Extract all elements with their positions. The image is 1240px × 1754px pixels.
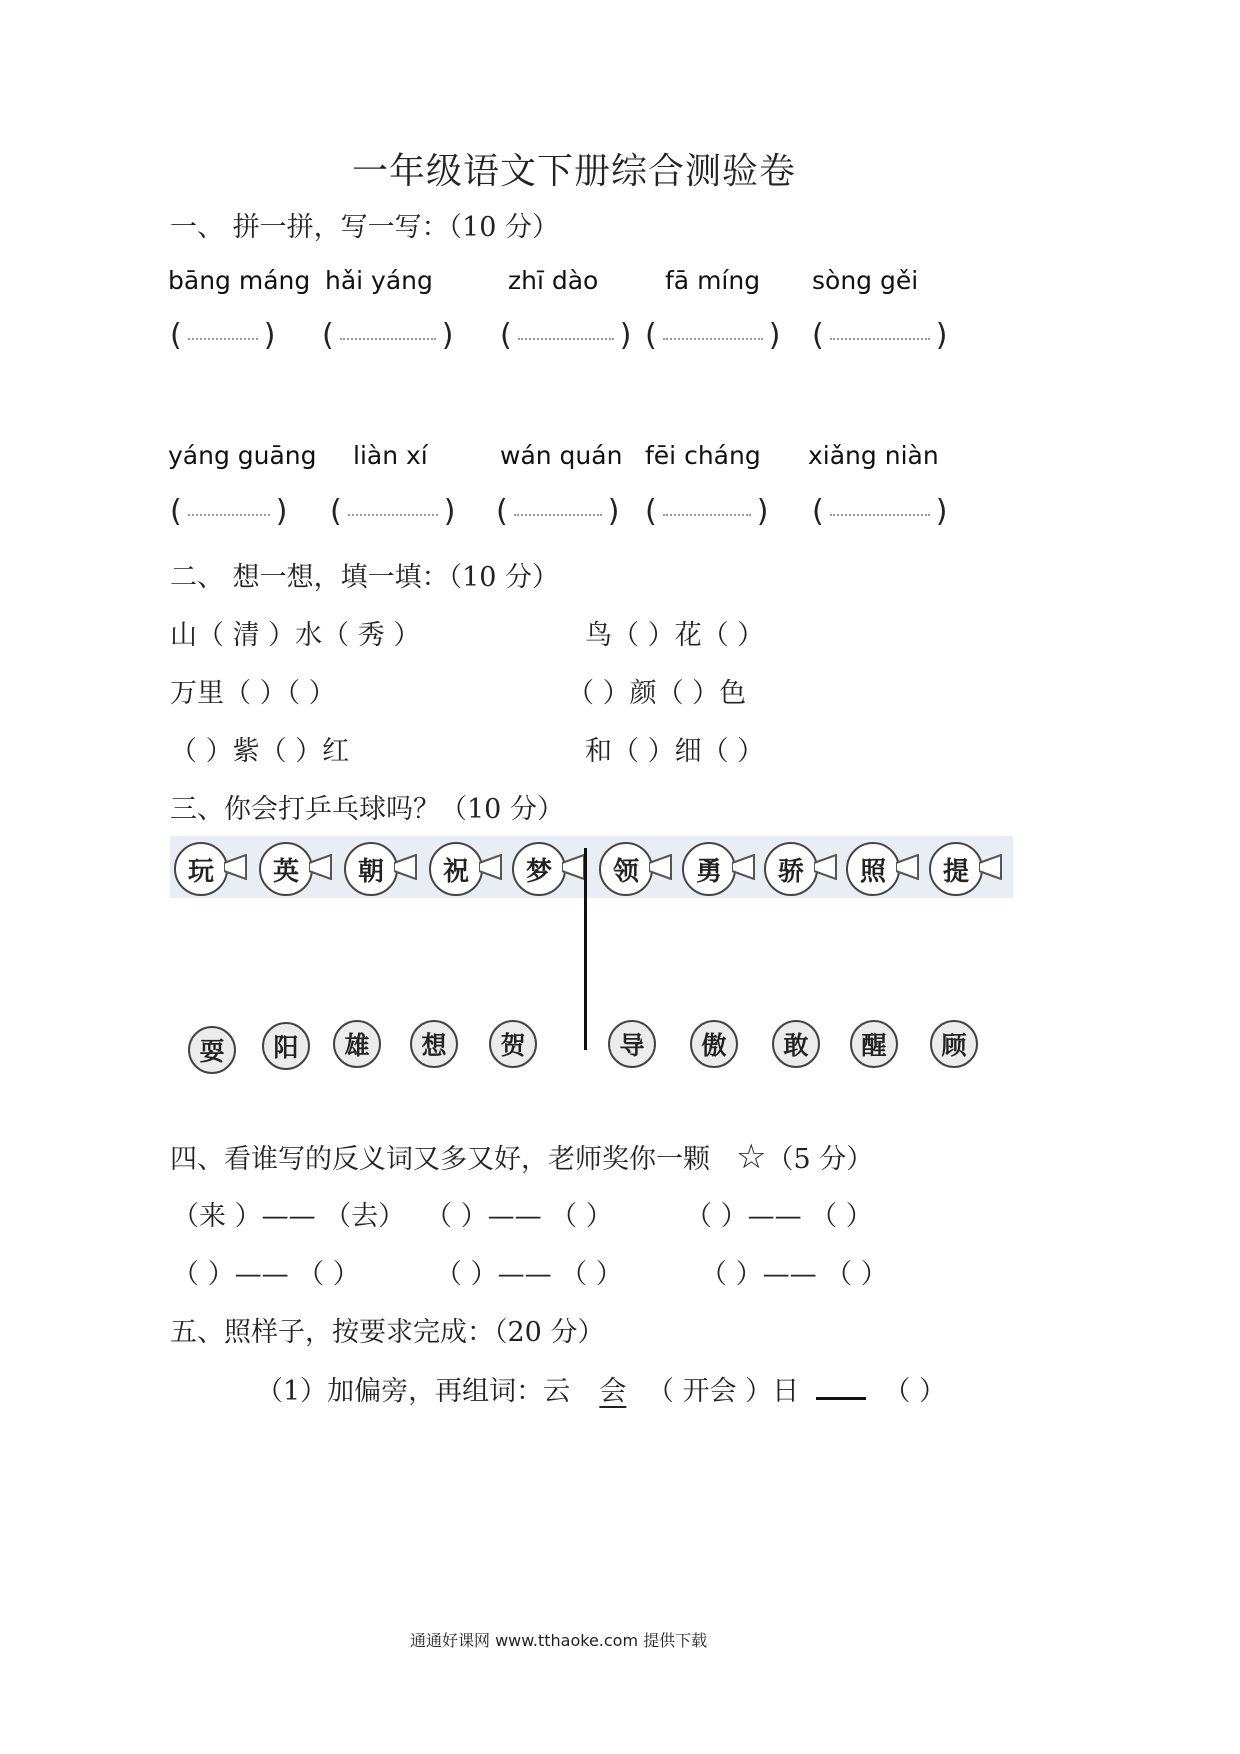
paddle[interactable] [925, 836, 997, 894]
pinyin-8: wán quán [500, 441, 623, 470]
pinyin-6: yáng guāng [168, 441, 317, 470]
paddle[interactable] [340, 836, 412, 894]
paddle[interactable] [255, 836, 327, 894]
paddle-handle-icon [309, 854, 335, 880]
paddle-handle-icon [979, 854, 1005, 880]
answer-blank-8[interactable]: ( ) [496, 494, 620, 529]
footer-credit: 通通好课网 www.tthaoke.com 提供下载 [410, 1631, 708, 1650]
answer-blank-2[interactable]: ( ) [322, 318, 454, 353]
answer-blank-1[interactable]: ( ) [170, 318, 276, 353]
pinyin-9: fēi cháng [645, 441, 761, 470]
answer-blank-3[interactable]: ( ) [500, 318, 632, 353]
paddle-char: 英 [259, 842, 313, 896]
paddle[interactable] [508, 836, 580, 894]
paddle[interactable] [842, 836, 914, 894]
paddle-char: 梦 [512, 842, 566, 896]
paddle[interactable] [170, 836, 242, 894]
paddle-handle-icon [649, 854, 675, 880]
section-1-heading: 一、 拼一拼，写一写：（10 分） [170, 212, 560, 243]
paddle-char: 祝 [429, 842, 483, 896]
ball[interactable]: 顾 [930, 1020, 978, 1068]
ball[interactable]: 敢 [772, 1020, 820, 1068]
pinyin-5: sòng gěi [812, 266, 919, 295]
answer-blank-5[interactable]: ( ) [812, 318, 948, 353]
ball[interactable]: 耍 [188, 1026, 236, 1074]
paddle-char: 照 [846, 842, 900, 896]
page-title: 一年级语文下册综合测验卷 [352, 151, 797, 192]
pinyin-4: fā míng [665, 266, 761, 295]
fill-line-3b: 和（ ）细（ ） [585, 736, 765, 767]
paddle-char: 骄 [764, 842, 818, 896]
question-1-example-word: （ 开会 ）日 [646, 1376, 800, 1407]
paddle-handle-icon [394, 854, 420, 880]
answer-blank-9[interactable]: ( ) [645, 494, 769, 529]
answer-blank-4[interactable]: ( ) [645, 318, 781, 353]
question-1-prefix: （1）加偏旁，再组词：云 [256, 1376, 571, 1407]
antonym-4: （ ）—— （ ） [172, 1259, 360, 1290]
antonym-3: （ ）—— （ ） [685, 1201, 873, 1232]
divider-line [584, 848, 587, 1050]
pinyin-3: zhī dào [508, 266, 599, 295]
ball[interactable]: 贺 [489, 1020, 537, 1068]
paddle-handle-icon [896, 854, 922, 880]
ball[interactable]: 导 [608, 1020, 656, 1068]
paddle-char: 提 [929, 842, 983, 896]
paddle-handle-icon [224, 854, 250, 880]
ball[interactable]: 傲 [690, 1020, 738, 1068]
antonym-1: （来 ）—— （去） [172, 1201, 406, 1232]
fill-line-2a: 万里（ ）（ ） [170, 678, 336, 709]
fill-line-2b: （ ）颜（ ）色 [567, 678, 747, 709]
section-5-heading: 五、照样子，按要求完成：（20 分） [170, 1317, 605, 1348]
answer-blank-7[interactable]: ( ) [330, 494, 456, 529]
pinyin-7: liàn xí [353, 441, 428, 470]
antonym-5: （ ）—— （ ） [435, 1259, 623, 1290]
paddle[interactable] [425, 836, 497, 894]
section-2-heading: 二、 想一想，填一填：（10 分） [170, 562, 560, 593]
paddle-handle-icon [732, 854, 758, 880]
section-4-heading-text: 四、看谁写的反义词又多又好，老师奖你一颗 [170, 1144, 710, 1175]
pinyin-1: bāng máng [168, 266, 311, 295]
paddle-char: 勇 [682, 842, 736, 896]
paddle-handle-icon [814, 854, 840, 880]
question-1 [256, 1369, 946, 1408]
pinyin-2: hǎi yáng [325, 266, 433, 295]
fill-line-1a: 山（ 清 ）水（ 秀 ） [170, 620, 421, 651]
question-1-word-blank[interactable]: （ ） [883, 1376, 947, 1407]
ball[interactable]: 想 [410, 1020, 458, 1068]
star-icon: ☆ [736, 1137, 767, 1177]
paddle-char: 朝 [344, 842, 398, 896]
paddle-handle-icon [479, 854, 505, 880]
question-1-blank[interactable] [816, 1397, 866, 1400]
paddle[interactable] [678, 836, 750, 894]
section-3-heading: 三、你会打乒乓球吗？（10 分） [170, 794, 564, 825]
answer-blank-6[interactable]: ( ) [170, 494, 288, 529]
ball[interactable]: 阳 [262, 1022, 310, 1070]
paddle-char: 领 [599, 842, 653, 896]
section-4-points: （5 分） [766, 1144, 874, 1175]
antonym-6: （ ）—— （ ） [700, 1259, 888, 1290]
fill-line-3a: （ ）紫（ ）红 [170, 736, 350, 767]
answer-blank-10[interactable]: ( ) [812, 494, 948, 529]
antonym-2: （ ）—— （ ） [425, 1201, 613, 1232]
paddle[interactable] [595, 836, 667, 894]
ball[interactable]: 醒 [850, 1020, 898, 1068]
fill-line-1b: 鸟（ ）花（ ） [585, 620, 765, 651]
paddle[interactable] [760, 836, 832, 894]
pinyin-10: xiǎng niàn [808, 441, 939, 470]
question-1-example-answer: 会 [599, 1376, 627, 1407]
paddle-char: 玩 [174, 842, 228, 896]
section-4-heading [170, 1137, 873, 1177]
ball[interactable]: 雄 [333, 1020, 381, 1068]
